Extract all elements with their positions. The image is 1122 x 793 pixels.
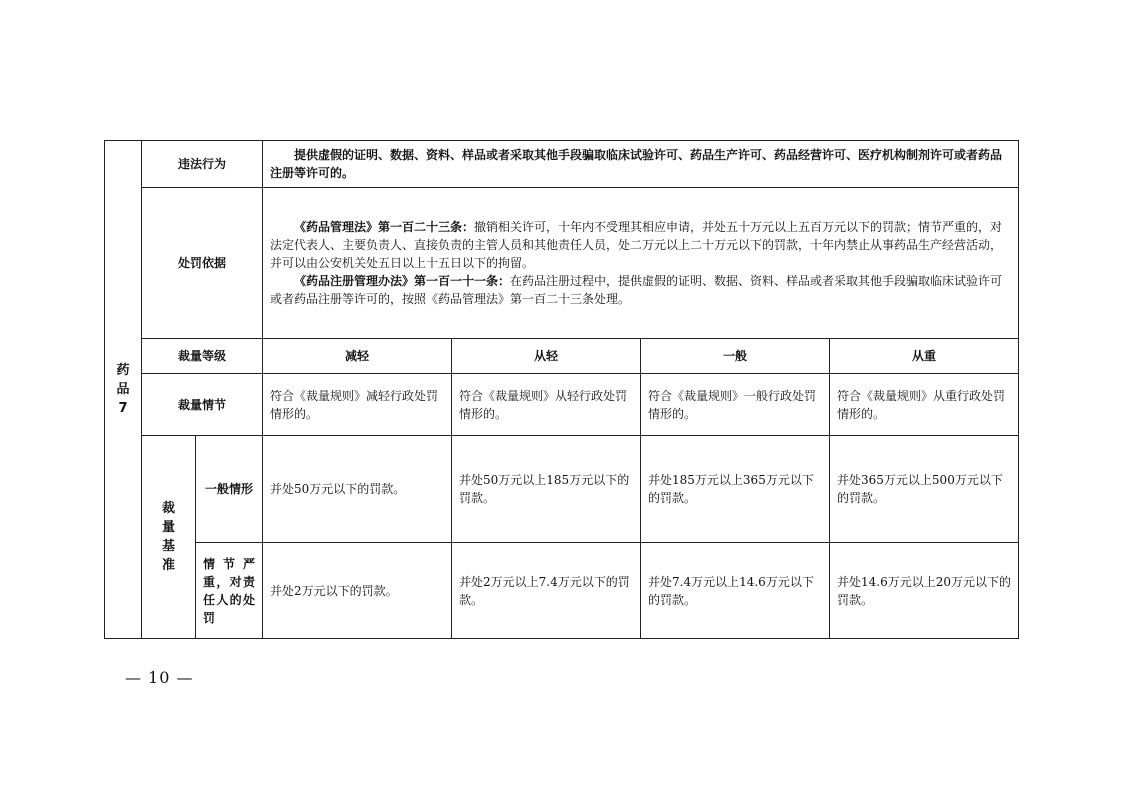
- benchmark-label: 裁量基准: [142, 436, 196, 639]
- level-heavier: 从重: [830, 339, 1019, 374]
- drug-section-label: 药品7: [105, 141, 142, 639]
- benchmark-cell: 并处365万元以上500万元以下的罚款。: [830, 436, 1019, 543]
- basis-p2-title: 《药品注册管理办法》第一百一十一条：: [294, 274, 511, 288]
- benchmark-cell: 并处2万元以上7.4万元以下的罚款。: [452, 543, 641, 639]
- benchmark-serious-label: 情节严重，对责任人的处罚: [196, 543, 263, 639]
- benchmark-general-label: 一般情形: [196, 436, 263, 543]
- benchmark-row-general: [105, 436, 1019, 543]
- level-general: 一般: [641, 339, 830, 374]
- benchmark-cell: 并处7.4万元以上14.6万元以下的罚款。: [641, 543, 830, 639]
- circumstance-cell: 符合《裁量规则》减轻行政处罚情形的。: [263, 374, 452, 436]
- violation-label: 违法行为: [142, 141, 263, 188]
- circumstances-label: 裁量情节: [142, 374, 263, 436]
- level-reduced: 减轻: [263, 339, 452, 374]
- benchmark-cell: 并处14.6万元以上20万元以下的罚款。: [830, 543, 1019, 639]
- basis-row: [105, 188, 1019, 339]
- basis-p1-title: 《药品管理法》第一百二十三条：: [294, 220, 475, 234]
- benchmark-cell: 并处50万元以上185万元以下的罚款。: [452, 436, 641, 543]
- basis-text: [263, 188, 1019, 339]
- levels-row: [105, 339, 1019, 374]
- basis-label: 处罚依据: [142, 188, 263, 339]
- violation-row: [105, 141, 1019, 188]
- circumstances-row: [105, 374, 1019, 436]
- benchmark-cell: 并处2万元以下的罚款。: [263, 543, 452, 639]
- benchmark-cell: 并处50万元以下的罚款。: [263, 436, 452, 543]
- circumstance-cell: 符合《裁量规则》从轻行政处罚情形的。: [452, 374, 641, 436]
- levels-label: 裁量等级: [142, 339, 263, 374]
- basis-p1-text: 撤销相关许可，十年内不受理其相应申请，并处五十万元以上五百万元以下的罚款；情节严重的，对法定代表人、主要负责人、直接负责的主管人员和其他责任人员，处二万元以上二十万元以下的罚款，十年内禁止从事药品生产经营活动，并可以由公安机关处五日以上十五日以下的拘留。: [270, 220, 1003, 270]
- violation-text: 提供虚假的证明、数据、资料、样品或者采取其他手段骗取临床试验许可、药品生产许可、药品经营许可、医疗机构制剂许可或者药品注册等许可的。: [263, 141, 1019, 188]
- circumstance-cell: 符合《裁量规则》从重行政处罚情形的。: [830, 374, 1019, 436]
- circumstance-cell: 符合《裁量规则》一般行政处罚情形的。: [641, 374, 830, 436]
- page-number: — 10 —: [125, 668, 194, 687]
- benchmark-row-serious: [105, 543, 1019, 639]
- penalty-table: [104, 140, 1019, 639]
- benchmark-cell: 并处185万元以上365万元以下的罚款。: [641, 436, 830, 543]
- basis-p2-text: 在药品注册过程中，提供虚假的证明、数据、资料、样品或者采取其他手段骗取临床试验许可或者药品注册等许可的，按照《药品管理法》第一百二十三条处理。: [270, 274, 1003, 306]
- level-lighter: 从轻: [452, 339, 641, 374]
